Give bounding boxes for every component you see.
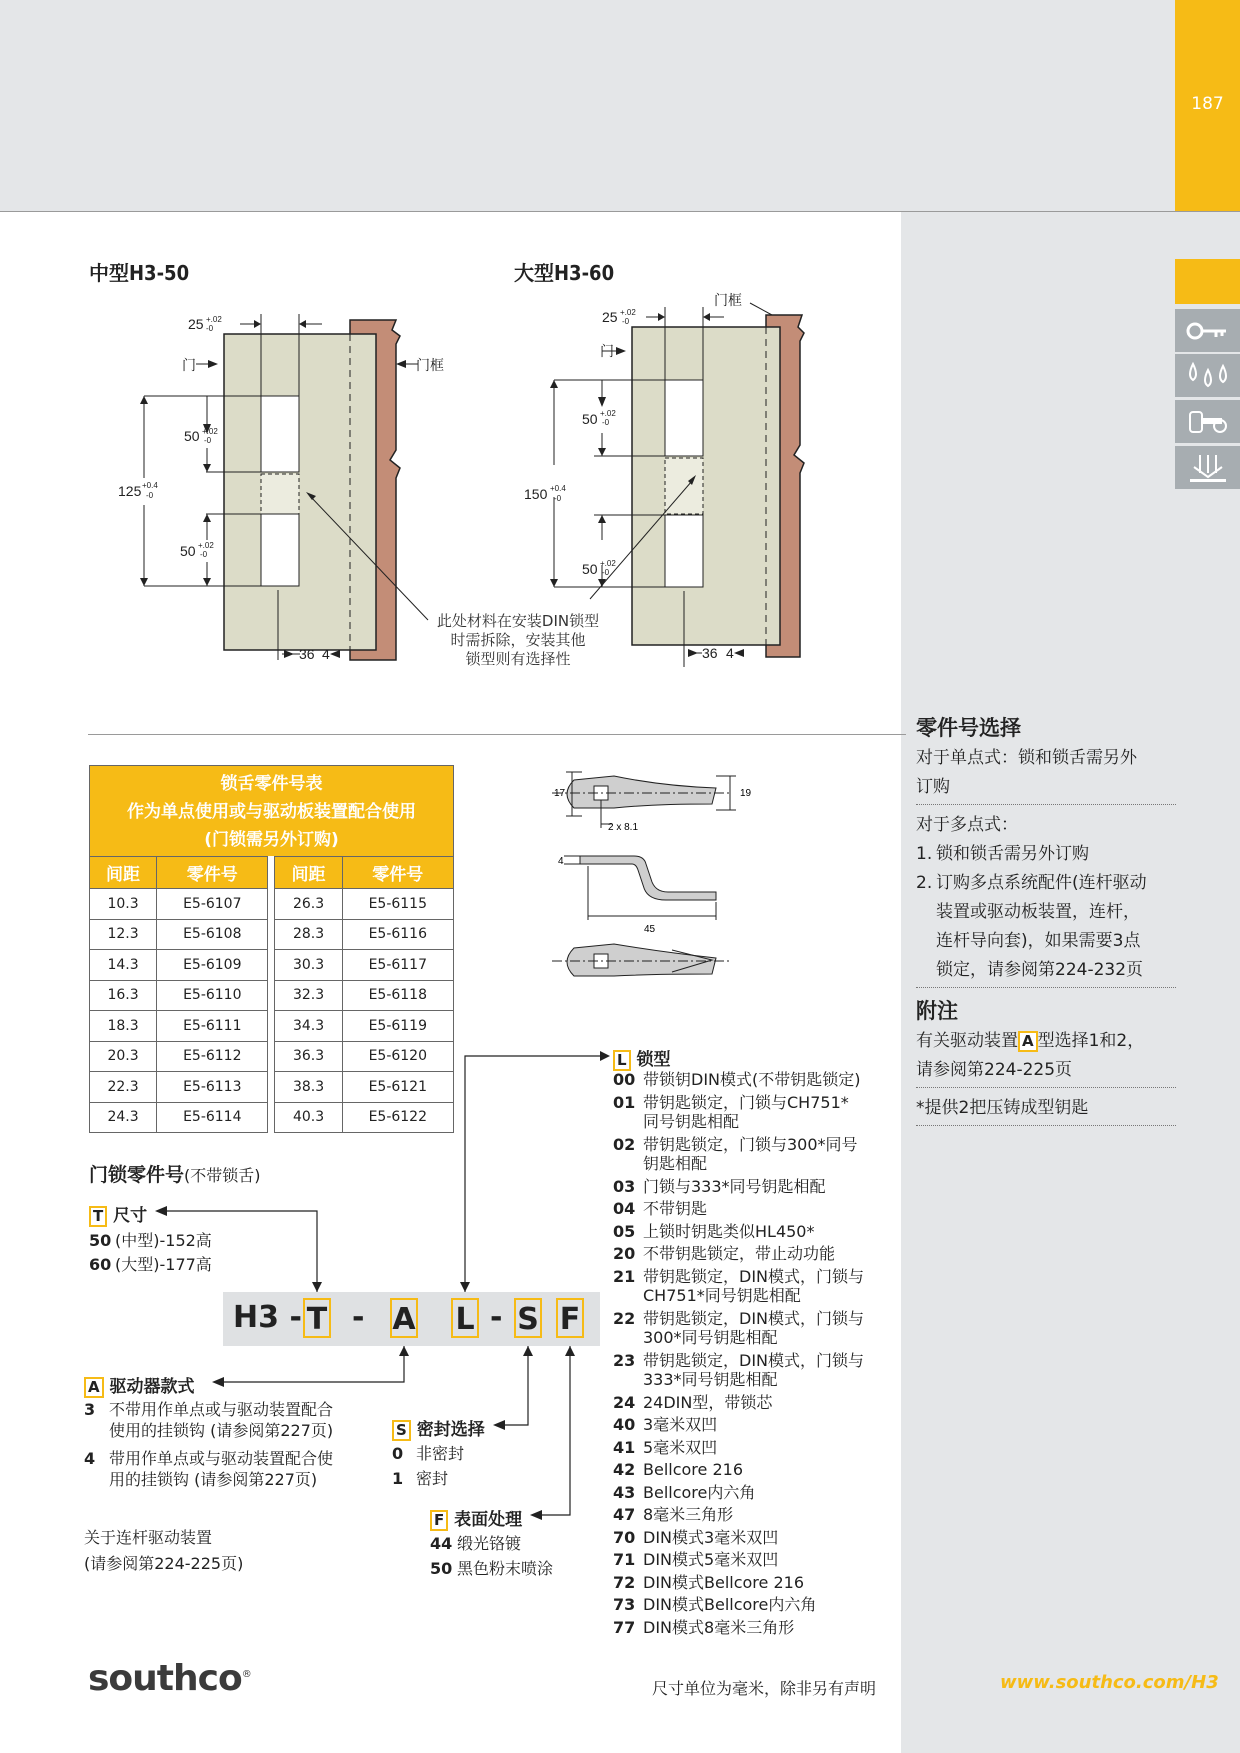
multi-item-2-line-1: 订购多点系统配件(连杆驱动 bbox=[936, 873, 1147, 893]
lock-option-code: 03 bbox=[613, 1176, 636, 1196]
actuator-code-4: 4 bbox=[84, 1449, 96, 1468]
linkage-note-line-2: (请参阅第224-225页) bbox=[84, 1554, 244, 1573]
svg-text:+.02: +.02 bbox=[600, 409, 616, 418]
lock-option-desc-line-1: 8毫米三角形 bbox=[643, 1505, 734, 1524]
svg-text:-0: -0 bbox=[602, 418, 610, 427]
svg-text:+.02: +.02 bbox=[206, 315, 222, 324]
spacing-cell: 40.3 bbox=[275, 1102, 342, 1133]
table-title bbox=[89, 765, 454, 856]
table-row bbox=[90, 1011, 454, 1042]
seal-desc-1: 密封 bbox=[416, 1469, 449, 1488]
mounting-icon bbox=[1186, 451, 1230, 485]
svg-text:17: 17 bbox=[554, 788, 566, 799]
svg-text:-0: -0 bbox=[200, 550, 208, 559]
latch-tab[interactable] bbox=[1175, 400, 1240, 443]
table-gap-cell bbox=[268, 1102, 275, 1133]
col-spacing: 间距 bbox=[90, 857, 157, 889]
multi-item-1-text: 锁和锁舌需另外订购 bbox=[936, 844, 1089, 864]
col-part: 零件号 bbox=[157, 857, 268, 889]
size-code-badge: T bbox=[89, 1206, 107, 1227]
large-lower-cutout bbox=[665, 515, 703, 587]
latch-pn-title bbox=[89, 1160, 261, 1187]
size-label: 尺寸 bbox=[113, 1206, 148, 1226]
medium-door bbox=[224, 334, 376, 650]
size-desc-50: (中型)-152高 bbox=[115, 1231, 212, 1250]
lock-option-desc-line-1: 3毫米双凹 bbox=[643, 1415, 718, 1434]
finish-options-list bbox=[430, 1531, 580, 1581]
lock-option-desc-line-2: 333*同号钥匙相配 bbox=[643, 1370, 778, 1389]
lock-option-desc-line-1: 带钥匙锁定，DIN模式，门锁与 bbox=[643, 1350, 865, 1370]
svg-text:-0: -0 bbox=[554, 494, 562, 503]
part-number-cell: E5-6110 bbox=[157, 980, 268, 1011]
lock-option-desc bbox=[643, 1550, 778, 1570]
latch-pn-subtitle: (不带锁舌) bbox=[184, 1166, 261, 1185]
finish-desc-44: 缎光铬镀 bbox=[457, 1534, 522, 1553]
svg-text:+.02: +.02 bbox=[620, 308, 636, 317]
lock-option-code: 24 bbox=[613, 1392, 636, 1412]
lock-option-code: 70 bbox=[613, 1527, 636, 1547]
table-row bbox=[90, 889, 454, 920]
svg-text:+0.4: +0.4 bbox=[550, 484, 566, 493]
finish-desc-50: 黑色粉末喷涂 bbox=[457, 1559, 554, 1578]
note1-line-2: 请参阅第224-225页 bbox=[916, 1060, 1073, 1080]
size-code-60: 60 bbox=[89, 1255, 112, 1274]
lock-option-desc-line-1: DIN模式Bellcore内六角 bbox=[643, 1595, 817, 1614]
lock-option-desc-line-1: DIN模式8毫米三角形 bbox=[643, 1617, 795, 1637]
southco-logo: southco® bbox=[88, 1658, 251, 1699]
mount-tab[interactable] bbox=[1175, 446, 1240, 489]
lock-option-desc bbox=[643, 1093, 849, 1132]
lock-option-desc-line-1: Bellcore内六角 bbox=[643, 1482, 756, 1502]
lock-option-desc-line-1: DIN模式Bellcore 216 bbox=[643, 1572, 805, 1592]
lock-option-item bbox=[613, 1528, 901, 1548]
finish-option-heading bbox=[430, 1505, 522, 1531]
lock-option-item bbox=[613, 1093, 901, 1132]
lock-option-item bbox=[613, 1618, 901, 1638]
lock-option-code: 42 bbox=[613, 1460, 636, 1479]
spacing-cell: 14.3 bbox=[90, 950, 157, 981]
lock-option-desc bbox=[643, 1393, 772, 1413]
svg-text:45: 45 bbox=[644, 924, 656, 935]
svg-text:125: 125 bbox=[118, 483, 142, 499]
svg-text:4: 4 bbox=[558, 856, 564, 867]
part-number-cell: E5-6109 bbox=[157, 950, 268, 981]
single-point-line-2: 订购 bbox=[916, 777, 950, 797]
medium-drawing-title: 中型H3-50 bbox=[89, 261, 190, 285]
page-number: 187 bbox=[1191, 94, 1224, 114]
cam-bottom-view bbox=[552, 944, 732, 976]
pn-prefix bbox=[233, 1298, 302, 1338]
medium-cutout-drawing bbox=[100, 300, 444, 680]
lock-option-item bbox=[613, 1460, 901, 1480]
lock-option-desc bbox=[643, 1244, 835, 1264]
note1-pre: 有关驱动装置 bbox=[916, 1031, 1018, 1051]
part-number-cell: E5-6107 bbox=[157, 889, 268, 920]
section-divider bbox=[88, 734, 906, 735]
seal-code-1: 1 bbox=[392, 1469, 404, 1488]
col-part: 零件号 bbox=[342, 857, 453, 889]
seal-option-heading bbox=[392, 1415, 485, 1441]
lock-option-item bbox=[613, 1415, 901, 1435]
finish-code-badge: F bbox=[430, 1510, 448, 1531]
svg-text:+.02: +.02 bbox=[198, 541, 214, 550]
part-number-cell: E5-6118 bbox=[342, 980, 453, 1011]
spacing-cell: 34.3 bbox=[275, 1011, 342, 1042]
lock-code-badge: L bbox=[613, 1050, 631, 1071]
lock-options-list bbox=[613, 1070, 901, 1640]
svg-text:50: 50 bbox=[180, 543, 196, 559]
latch-pn-title-text: 门锁零件号 bbox=[89, 1164, 185, 1186]
cam-drawings bbox=[552, 760, 792, 1000]
lock-option-code: 23 bbox=[613, 1350, 636, 1370]
page-header-band bbox=[0, 0, 1240, 212]
cam-part-number-table bbox=[89, 765, 454, 1133]
lock-option-desc bbox=[643, 1309, 864, 1348]
svg-text:25: 25 bbox=[602, 309, 618, 325]
lock-option-desc bbox=[643, 1460, 743, 1480]
table-gap-cell bbox=[268, 1041, 275, 1072]
lock-option-desc-line-1: 带钥匙锁定，门锁与300*同号 bbox=[643, 1134, 858, 1154]
lock-option-item bbox=[613, 1135, 901, 1174]
actuator-desc-3b: 使用的挂锁钩 (请参阅第227页) bbox=[109, 1421, 334, 1440]
svg-text:50: 50 bbox=[582, 561, 598, 577]
lock-option-desc-line-1: 不带钥匙 bbox=[643, 1199, 708, 1218]
table-gap-cell bbox=[268, 889, 275, 920]
part-number-cell: E5-6122 bbox=[342, 1102, 453, 1133]
medium-upper-cutout bbox=[261, 396, 299, 472]
callout-line-2: 时需拆除，安装其他 bbox=[450, 631, 586, 649]
lock-option-item bbox=[613, 1267, 901, 1306]
pn-dash-2: - bbox=[352, 1300, 365, 1335]
table-row bbox=[90, 919, 454, 950]
lock-option-code: 73 bbox=[613, 1595, 636, 1614]
table-title-line-2: 作为单点使用或与驱动板装置配合使用 bbox=[127, 802, 416, 822]
seal-desc-0: 非密封 bbox=[416, 1444, 465, 1463]
lock-option-desc-line-2: 钥匙相配 bbox=[643, 1154, 708, 1173]
lock-label: 锁型 bbox=[636, 1050, 671, 1070]
lock-option-code: 72 bbox=[613, 1572, 636, 1592]
actuator-desc-4b: 用的挂锁钩 (请参阅第227页) bbox=[109, 1470, 318, 1489]
single-point-line-1: 对于单点式：锁和锁舌需另外 bbox=[916, 748, 1137, 768]
lock-option-desc-line-1: DIN模式3毫米双凹 bbox=[643, 1527, 779, 1547]
key-tab[interactable] bbox=[1175, 309, 1240, 352]
spacing-cell: 36.3 bbox=[275, 1041, 342, 1072]
pn-box-T: T bbox=[303, 1298, 331, 1338]
pn-box-A: A bbox=[390, 1298, 418, 1338]
lock-option-code: 77 bbox=[613, 1617, 636, 1637]
svg-text:25: 25 bbox=[188, 316, 204, 332]
lock-option-code: 43 bbox=[613, 1482, 636, 1502]
spacing-cell: 30.3 bbox=[275, 950, 342, 981]
water-drops-icon bbox=[1183, 360, 1233, 392]
lock-option-desc-line-1: 5毫米双凹 bbox=[643, 1437, 718, 1457]
spacing-cell: 12.3 bbox=[90, 919, 157, 950]
callout-line-3: 锁型则有选择性 bbox=[465, 650, 571, 668]
svg-text:+0.4: +0.4 bbox=[142, 481, 158, 490]
lock-option-desc-line-1: 带锁钥DIN模式(不带钥匙锁定) bbox=[643, 1070, 861, 1089]
seal-code-0: 0 bbox=[392, 1444, 404, 1463]
southco-url-link[interactable]: www.southco.com/H3 bbox=[1000, 1672, 1219, 1693]
spacing-cell: 18.3 bbox=[90, 1011, 157, 1042]
part-number-cell: E5-6113 bbox=[157, 1072, 268, 1103]
part-number-cell: E5-6114 bbox=[157, 1102, 268, 1133]
spacing-cell: 20.3 bbox=[90, 1041, 157, 1072]
lock-option-item bbox=[613, 1595, 901, 1615]
lock-option-desc-line-1: Bellcore 216 bbox=[643, 1460, 743, 1479]
lock-option-desc-line-1: 门锁与333*同号钥匙相配 bbox=[643, 1176, 826, 1196]
spacing-cell: 24.3 bbox=[90, 1102, 157, 1133]
table-row bbox=[90, 1102, 454, 1133]
multi-item-2-num: 2. bbox=[916, 873, 933, 893]
note-actuator bbox=[916, 1027, 1176, 1088]
linkage-note-line-1: 关于连杆驱动装置 bbox=[84, 1528, 213, 1547]
actuator-code-3: 3 bbox=[84, 1400, 96, 1419]
multi-item-1-num: 1. bbox=[916, 844, 933, 864]
callout-line-1: 此处材料在安装DIN锁型 bbox=[436, 612, 600, 630]
actuator-desc-4a: 带用作单点或与驱动装置配合使 bbox=[109, 1449, 334, 1468]
svg-text:门框: 门框 bbox=[714, 292, 742, 308]
note1-code-badge: A bbox=[1018, 1031, 1038, 1052]
lock-option-desc-line-1: 上锁时钥匙类似HL450* bbox=[643, 1221, 815, 1241]
cam-top-view bbox=[552, 772, 752, 833]
spacing-cell: 16.3 bbox=[90, 980, 157, 1011]
lock-option-desc bbox=[643, 1135, 858, 1174]
part-number-cell: E5-6112 bbox=[157, 1041, 268, 1072]
multi-item-2-line-2: 装置或驱动板装置，连杆， bbox=[936, 902, 1140, 922]
lock-option-heading bbox=[613, 1045, 670, 1071]
lock-option-code: 22 bbox=[613, 1308, 636, 1328]
svg-text:-0: -0 bbox=[622, 317, 630, 326]
lock-option-desc-line-1: 带钥匙锁定，门锁与CH751* bbox=[643, 1092, 849, 1112]
lock-option-desc-line-1: 24DIN型，带锁芯 bbox=[643, 1392, 773, 1412]
svg-text:50: 50 bbox=[582, 411, 598, 427]
lock-option-item bbox=[613, 1177, 901, 1197]
spacing-cell: 38.3 bbox=[275, 1072, 342, 1103]
svg-text:2 x 8.1: 2 x 8.1 bbox=[608, 822, 639, 833]
notes-title: 附注 bbox=[916, 999, 958, 1023]
key-icon bbox=[1186, 319, 1230, 343]
table-gap-cell bbox=[268, 919, 275, 950]
lock-option-code: 01 bbox=[613, 1092, 636, 1112]
spacing-cell: 28.3 bbox=[275, 919, 342, 950]
table-title-line-3: (门锁需另外订购) bbox=[204, 830, 339, 850]
cam-side-view bbox=[558, 856, 716, 935]
table-row bbox=[90, 1041, 454, 1072]
size-code-50: 50 bbox=[89, 1231, 112, 1250]
lock-option-desc bbox=[643, 1573, 804, 1593]
lock-option-code: 40 bbox=[613, 1415, 636, 1434]
lock-option-desc bbox=[643, 1177, 826, 1197]
lock-option-desc-line-1: 不带钥匙锁定，带止动功能 bbox=[643, 1244, 836, 1263]
size-options-list bbox=[89, 1229, 249, 1277]
svg-text:门: 门 bbox=[182, 357, 196, 373]
lock-option-code: 71 bbox=[613, 1550, 636, 1569]
part-number-cell: E5-6115 bbox=[342, 889, 453, 920]
svg-text:门: 门 bbox=[600, 343, 614, 359]
lock-option-desc bbox=[643, 1438, 717, 1458]
table-gap-cell bbox=[268, 1011, 275, 1042]
lock-option-item bbox=[613, 1309, 901, 1348]
medium-lower-cutout bbox=[261, 514, 299, 586]
sidebar-tab-active[interactable] bbox=[1175, 259, 1240, 304]
large-upper-cutout bbox=[665, 380, 703, 456]
water-tab[interactable] bbox=[1175, 354, 1240, 397]
part-number-cell: E5-6111 bbox=[157, 1011, 268, 1042]
table-gap-cell bbox=[268, 1072, 275, 1103]
finish-code-44: 44 bbox=[430, 1534, 453, 1553]
spacing-cell: 22.3 bbox=[90, 1072, 157, 1103]
lock-option-desc bbox=[643, 1528, 778, 1548]
col-spacing: 间距 bbox=[275, 857, 342, 889]
lock-option-code: 47 bbox=[613, 1505, 636, 1524]
seal-options-list bbox=[392, 1441, 512, 1491]
lock-option-code: 04 bbox=[613, 1199, 636, 1218]
lock-option-desc bbox=[643, 1267, 864, 1306]
svg-text:4: 4 bbox=[322, 646, 330, 662]
large-door bbox=[632, 327, 780, 645]
size-desc-60: (大型)-177高 bbox=[115, 1255, 212, 1274]
single-point-note bbox=[916, 744, 1176, 805]
lock-option-code: 05 bbox=[613, 1221, 636, 1241]
linkage-note bbox=[84, 1525, 243, 1577]
lock-option-item bbox=[613, 1070, 901, 1090]
large-drawing-title: 大型H3-60 bbox=[514, 261, 615, 285]
pn-box-F: F bbox=[556, 1298, 584, 1338]
lock-option-desc-line-2: CH751*同号钥匙相配 bbox=[643, 1286, 801, 1305]
svg-text:-0: -0 bbox=[602, 568, 610, 577]
lock-option-item bbox=[613, 1393, 901, 1413]
logo-text: southco bbox=[88, 1658, 242, 1699]
multi-item-2-line-3: 连杆导向套)，如果需要3点 bbox=[936, 931, 1141, 951]
lock-option-desc-line-2: 同号钥匙相配 bbox=[643, 1112, 740, 1131]
actuator-code-badge: A bbox=[84, 1377, 104, 1398]
lock-option-desc bbox=[643, 1483, 755, 1503]
lock-option-item bbox=[613, 1222, 901, 1242]
note-keys: *提供2把压铸成型钥匙 bbox=[916, 1094, 1176, 1126]
svg-text:50: 50 bbox=[184, 428, 200, 444]
note1-post: 型选择1和2， bbox=[1037, 1031, 1145, 1051]
lock-option-desc-line-1: 带钥匙锁定，DIN模式，门锁与 bbox=[643, 1308, 865, 1328]
svg-text:150: 150 bbox=[524, 486, 548, 502]
actuator-option-heading bbox=[84, 1372, 195, 1398]
lock-option-desc-line-1: DIN模式5毫米双凹 bbox=[643, 1550, 779, 1569]
svg-text:+.02: +.02 bbox=[202, 427, 218, 436]
col-gap bbox=[268, 857, 275, 889]
actuator-label: 驱动器款式 bbox=[109, 1377, 195, 1397]
latch-icon bbox=[1186, 406, 1230, 438]
pn-dash-3: - bbox=[490, 1300, 503, 1335]
part-number-cell: E5-6117 bbox=[342, 950, 453, 981]
lock-option-code: 21 bbox=[613, 1266, 636, 1286]
lock-option-item bbox=[613, 1351, 901, 1390]
part-number-cell: E5-6120 bbox=[342, 1041, 453, 1072]
lock-option-desc bbox=[643, 1351, 864, 1390]
lock-option-item bbox=[613, 1550, 901, 1570]
spacing-cell: 32.3 bbox=[275, 980, 342, 1011]
lock-option-code: 41 bbox=[613, 1437, 636, 1457]
pn-box-L: L bbox=[451, 1298, 479, 1338]
lock-option-code: 20 bbox=[613, 1244, 636, 1263]
table-title-line-1: 锁舌零件号表 bbox=[220, 774, 323, 794]
svg-text:36: 36 bbox=[299, 646, 315, 662]
svg-text:19: 19 bbox=[740, 788, 752, 799]
svg-text:36: 36 bbox=[702, 645, 718, 661]
svg-text:+.02: +.02 bbox=[600, 559, 616, 568]
din-removal-callout bbox=[428, 612, 608, 669]
lock-option-desc bbox=[643, 1618, 794, 1638]
svg-text:门框: 门框 bbox=[416, 357, 444, 373]
part-selection-title: 零件号选择 bbox=[916, 716, 1021, 740]
lock-option-item bbox=[613, 1438, 901, 1458]
lock-option-desc bbox=[643, 1505, 733, 1525]
actuator-options-list bbox=[84, 1399, 384, 1490]
pn-prefix-text: H3 bbox=[233, 1300, 279, 1335]
parts-table bbox=[89, 856, 454, 1133]
units-note: 尺寸单位为毫米，除非另有声明 bbox=[652, 1679, 877, 1698]
part-number-cell: E5-6119 bbox=[342, 1011, 453, 1042]
part-number-cell: E5-6121 bbox=[342, 1072, 453, 1103]
actuator-desc-3a: 不带用作单点或与驱动装置配合 bbox=[109, 1400, 334, 1419]
lock-option-desc-line-2: 300*同号钥匙相配 bbox=[643, 1328, 778, 1347]
finish-code-50: 50 bbox=[430, 1559, 453, 1578]
lock-option-desc bbox=[643, 1070, 861, 1090]
part-number-cell: E5-6116 bbox=[342, 919, 453, 950]
lock-option-code: 00 bbox=[613, 1070, 636, 1089]
lock-option-item bbox=[613, 1244, 901, 1264]
svg-text:-0: -0 bbox=[206, 324, 214, 333]
pn-box-S: S bbox=[514, 1298, 542, 1338]
spacing-cell: 26.3 bbox=[275, 889, 342, 920]
lock-option-desc bbox=[643, 1595, 816, 1615]
seal-label: 密封选择 bbox=[416, 1420, 485, 1440]
svg-text:-0: -0 bbox=[204, 436, 212, 445]
table-row bbox=[90, 950, 454, 981]
multi-point-list bbox=[916, 840, 1176, 988]
svg-text:-0: -0 bbox=[146, 491, 154, 500]
lock-option-desc bbox=[643, 1222, 815, 1242]
lock-option-desc bbox=[643, 1415, 717, 1435]
lock-option-item bbox=[613, 1483, 901, 1503]
svg-text:4: 4 bbox=[726, 645, 734, 661]
lock-option-item bbox=[613, 1505, 901, 1525]
spacing-cell: 10.3 bbox=[90, 889, 157, 920]
table-row bbox=[90, 1072, 454, 1103]
lock-option-item bbox=[613, 1199, 901, 1219]
seal-code-badge: S bbox=[392, 1420, 411, 1441]
part-number-cell: E5-6108 bbox=[157, 919, 268, 950]
lock-option-item bbox=[613, 1573, 901, 1593]
table-gap-cell bbox=[268, 980, 275, 1011]
table-gap-cell bbox=[268, 950, 275, 981]
lock-option-desc-line-1: 带钥匙锁定，DIN模式，门锁与 bbox=[643, 1266, 865, 1286]
multi-item-2-line-4: 锁定，请参阅第224-232页 bbox=[936, 960, 1144, 980]
size-option-heading bbox=[89, 1201, 147, 1227]
lock-option-desc bbox=[643, 1199, 707, 1219]
lock-option-code: 02 bbox=[613, 1134, 636, 1154]
pn-dash-1: - bbox=[289, 1300, 302, 1335]
table-row bbox=[90, 980, 454, 1011]
finish-label: 表面处理 bbox=[454, 1510, 523, 1530]
multi-point-label: 对于多点式： bbox=[916, 815, 1018, 835]
